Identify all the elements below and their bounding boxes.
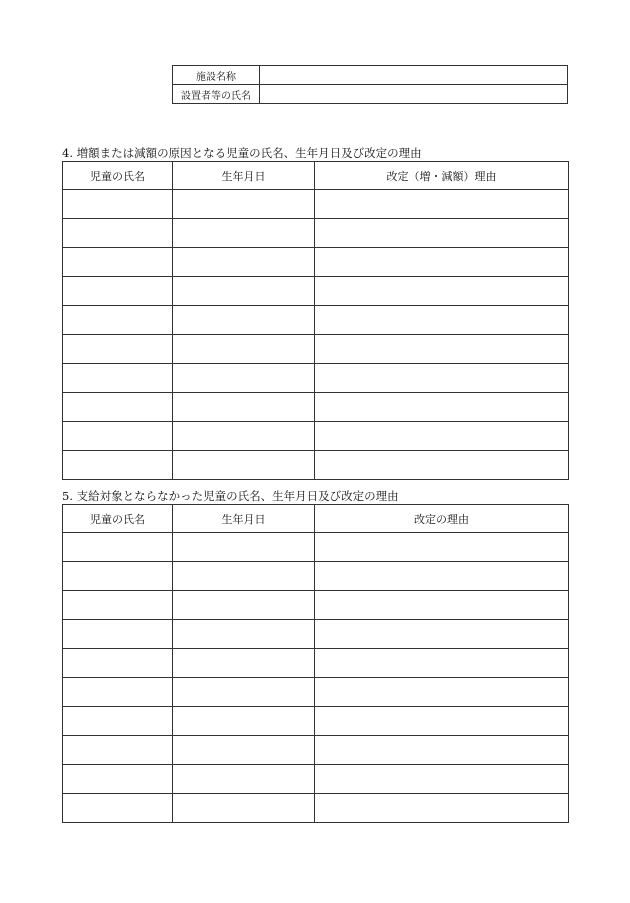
child-name-cell[interactable]: [63, 422, 173, 451]
child-name-cell[interactable]: [63, 707, 173, 736]
birthdate-cell[interactable]: [173, 533, 315, 562]
founder-name-field[interactable]: [260, 85, 568, 104]
section4-heading: 4. 増額または減額の原因となる児童の氏名、生年月日及び改定の理由: [62, 146, 422, 160]
child-name-cell[interactable]: [63, 562, 173, 591]
founder-name-row: [173, 85, 568, 104]
table-row: [63, 533, 569, 562]
birthdate-cell[interactable]: [173, 678, 315, 707]
child-name-cell[interactable]: [63, 620, 173, 649]
ineligible-children-table: [62, 504, 569, 823]
reason-cell[interactable]: [315, 591, 569, 620]
column-header-reason: 改定の理由: [315, 505, 569, 533]
child-name-cell[interactable]: [63, 649, 173, 678]
column-header-child-name: 児童の氏名: [63, 505, 173, 533]
column-header-birthdate: 生年月日: [173, 162, 315, 190]
reason-cell[interactable]: [315, 393, 569, 422]
birthdate-cell[interactable]: [173, 649, 315, 678]
reason-cell[interactable]: [315, 306, 569, 335]
birthdate-cell[interactable]: [173, 707, 315, 736]
birthdate-cell[interactable]: [173, 422, 315, 451]
reason-cell[interactable]: [315, 190, 569, 219]
table-row: [63, 562, 569, 591]
birthdate-cell[interactable]: [173, 190, 315, 219]
reason-cell[interactable]: [315, 707, 569, 736]
reason-cell[interactable]: [315, 364, 569, 393]
child-name-cell[interactable]: [63, 219, 173, 248]
reason-cell[interactable]: [315, 335, 569, 364]
child-name-cell[interactable]: [63, 794, 173, 823]
table-row: [63, 277, 569, 306]
child-name-cell[interactable]: [63, 306, 173, 335]
reason-cell[interactable]: [315, 277, 569, 306]
birthdate-cell[interactable]: [173, 765, 315, 794]
reason-cell[interactable]: [315, 562, 569, 591]
birthdate-cell[interactable]: [173, 562, 315, 591]
birthdate-cell[interactable]: [173, 248, 315, 277]
table-header-row: [63, 505, 569, 533]
change-children-table: [62, 161, 569, 480]
reason-cell[interactable]: [315, 451, 569, 480]
table-row: [63, 364, 569, 393]
child-name-cell[interactable]: [63, 765, 173, 794]
table-row: [63, 335, 569, 364]
table-row: [63, 765, 569, 794]
table-row: [63, 451, 569, 480]
column-header-birthdate: 生年月日: [173, 505, 315, 533]
column-header-reason: 改定（増・減額）理由: [315, 162, 569, 190]
child-name-cell[interactable]: [63, 678, 173, 707]
founder-name-label: 設置者等の氏名: [173, 85, 260, 104]
birthdate-cell[interactable]: [173, 794, 315, 823]
table-header-row: [63, 162, 569, 190]
table-row: [63, 190, 569, 219]
table-row: [63, 248, 569, 277]
child-name-cell[interactable]: [63, 190, 173, 219]
table-row: [63, 620, 569, 649]
reason-cell[interactable]: [315, 219, 569, 248]
child-name-cell[interactable]: [63, 736, 173, 765]
table-row: [63, 306, 569, 335]
birthdate-cell[interactable]: [173, 736, 315, 765]
table-row: [63, 649, 569, 678]
reason-cell[interactable]: [315, 649, 569, 678]
table-row: [63, 422, 569, 451]
child-name-cell[interactable]: [63, 393, 173, 422]
reason-cell[interactable]: [315, 678, 569, 707]
table-row: [63, 794, 569, 823]
facility-name-label: 施設名称: [173, 66, 260, 85]
table-row: [63, 707, 569, 736]
reason-cell[interactable]: [315, 736, 569, 765]
table-row: [63, 678, 569, 707]
child-name-cell[interactable]: [63, 277, 173, 306]
child-name-cell[interactable]: [63, 451, 173, 480]
table-row: [63, 736, 569, 765]
reason-cell[interactable]: [315, 533, 569, 562]
birthdate-cell[interactable]: [173, 451, 315, 480]
birthdate-cell[interactable]: [173, 393, 315, 422]
child-name-cell[interactable]: [63, 248, 173, 277]
table-row: [63, 393, 569, 422]
column-header-child-name: 児童の氏名: [63, 162, 173, 190]
birthdate-cell[interactable]: [173, 277, 315, 306]
table-row: [63, 219, 569, 248]
facility-info-table: [172, 65, 568, 104]
table-row: [63, 591, 569, 620]
reason-cell[interactable]: [315, 422, 569, 451]
birthdate-cell[interactable]: [173, 364, 315, 393]
facility-name-field[interactable]: [260, 66, 568, 85]
child-name-cell[interactable]: [63, 335, 173, 364]
birthdate-cell[interactable]: [173, 620, 315, 649]
reason-cell[interactable]: [315, 620, 569, 649]
child-name-cell[interactable]: [63, 533, 173, 562]
birthdate-cell[interactable]: [173, 591, 315, 620]
child-name-cell[interactable]: [63, 591, 173, 620]
birthdate-cell[interactable]: [173, 219, 315, 248]
child-name-cell[interactable]: [63, 364, 173, 393]
birthdate-cell[interactable]: [173, 306, 315, 335]
reason-cell[interactable]: [315, 248, 569, 277]
reason-cell[interactable]: [315, 765, 569, 794]
birthdate-cell[interactable]: [173, 335, 315, 364]
reason-cell[interactable]: [315, 794, 569, 823]
section5-heading: 5. 支給対象とならなかった児童の氏名、生年月日及び改定の理由: [62, 489, 399, 503]
facility-name-row: [173, 66, 568, 85]
